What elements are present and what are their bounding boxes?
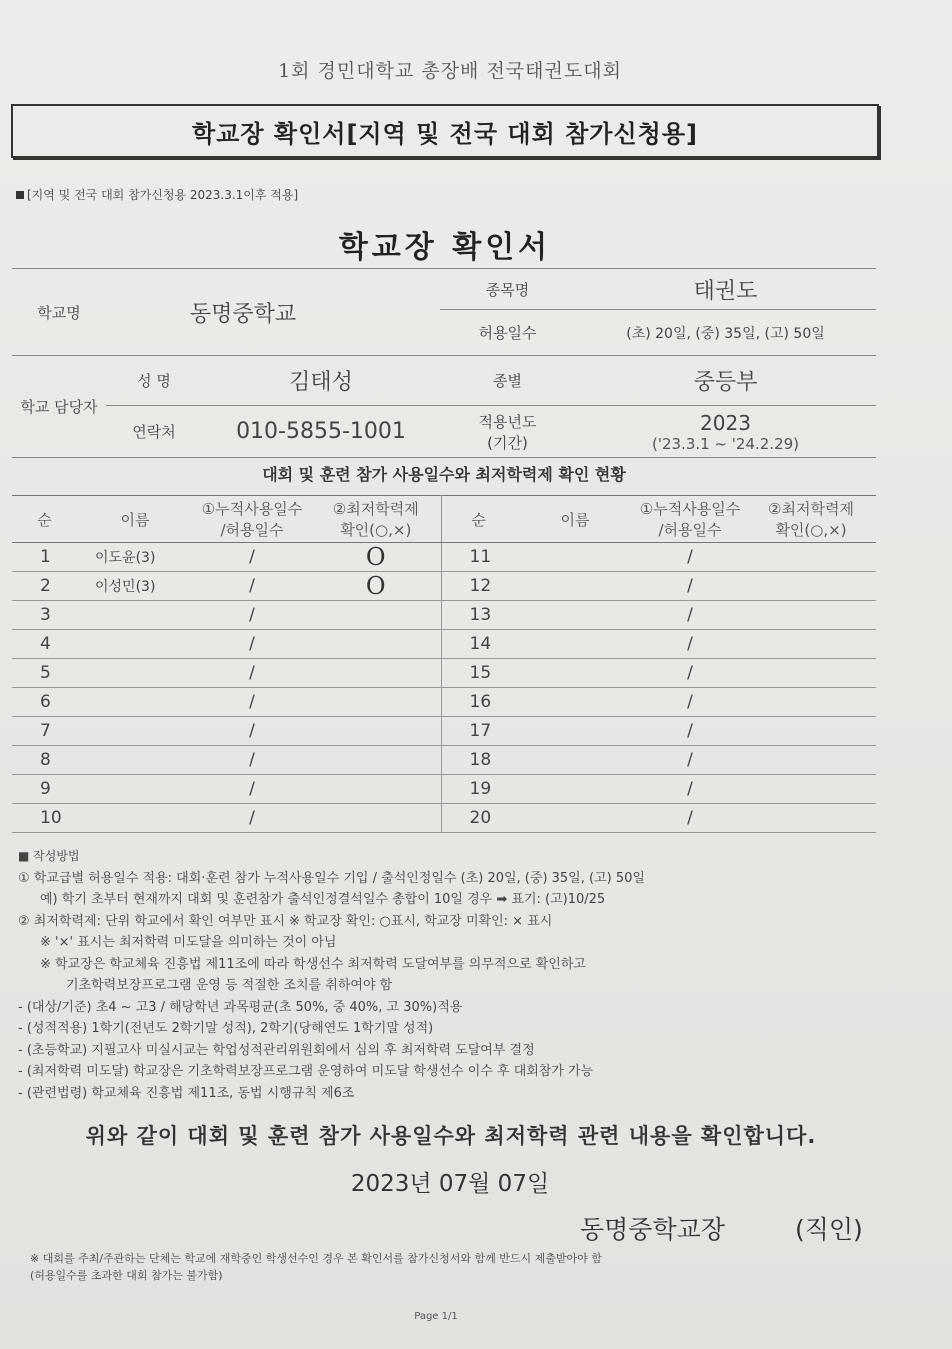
- row-no: 2: [12, 572, 77, 601]
- row-name: [77, 630, 193, 659]
- row-days: /: [193, 659, 311, 688]
- row-no-right: 15: [441, 659, 516, 688]
- row-check-right: [746, 630, 876, 659]
- row-check-right: [746, 746, 876, 775]
- row-name-right: [516, 572, 634, 601]
- table-row: [12, 746, 876, 775]
- header-check-line2-right: 확인(○,×): [775, 521, 847, 539]
- row-check-right: [746, 572, 876, 601]
- row-check-right: [746, 804, 876, 833]
- row-name-right: [516, 688, 634, 717]
- instruction-2: ② 최저학력제: 단위 학교에서 확인 여부만 표시 ※ 학교장 확인: ○표시, 학교장 미확인: × 표시: [18, 913, 553, 929]
- header-no: 순: [12, 496, 77, 543]
- school-value: 동명중학교: [106, 269, 440, 356]
- year-value: 2023: [700, 410, 751, 435]
- row-days: /: [193, 688, 311, 717]
- row-name-right: [516, 659, 634, 688]
- row-days-right: /: [634, 543, 746, 572]
- square-bullet-icon: [16, 191, 24, 199]
- instruction-2-note-b-cont: 기초학력보장프로그램 운영 등 적절한 조치를 취하여야 함: [66, 978, 393, 993]
- school-info-table: [12, 268, 876, 458]
- row-no-right: 19: [441, 775, 516, 804]
- row-no: 3: [12, 601, 77, 630]
- confirmation-statement: 위와 같이 대회 및 훈련 참가 사용일수와 최저학력 관련 내용을 확인합니다.: [85, 1124, 817, 1148]
- row-name-right: [516, 630, 634, 659]
- row-days: /: [193, 630, 311, 659]
- row-no: 4: [12, 630, 77, 659]
- row-no-right: 17: [441, 717, 516, 746]
- header-name: 이름: [77, 496, 193, 543]
- row-name: [77, 717, 193, 746]
- row-days-right: /: [634, 688, 746, 717]
- row-days: /: [193, 775, 311, 804]
- row-no-right: 20: [441, 804, 516, 833]
- detail-grades: - (성적적용) 1학기(전년도 2학기말 성적), 2학기(당해연도 1학기말 성적): [18, 1021, 434, 1036]
- detail-laws: - (관련법령) 학교체육 진흥법 제11조, 동법 시행규칙 제6조: [18, 1085, 355, 1101]
- table-row: [12, 717, 876, 746]
- row-days: /: [193, 717, 311, 746]
- header-days: [193, 496, 311, 543]
- row-name: [77, 804, 193, 833]
- row-days-right: /: [634, 572, 746, 601]
- row-check: [311, 717, 441, 746]
- row-check: O: [311, 543, 441, 572]
- instruction-1: ① 학교급별 허용일수 적용: 대회·훈련 참가 누적사용일수 기입 / 출석인정일수 (초) 20일, (중) 35일, (고) 50일: [18, 870, 645, 886]
- row-check: [311, 601, 441, 630]
- allowed-days-value: (초) 20일, (중) 35일, (고) 50일: [575, 310, 876, 356]
- row-days-right: /: [634, 804, 746, 833]
- row-name: [77, 775, 193, 804]
- table-title: 대회 및 훈련 참가 사용일수와 최저학력제 확인 현황: [262, 465, 626, 484]
- table-row: [12, 572, 876, 601]
- header-days-line1-right: ①누적사용일수: [639, 500, 741, 518]
- row-no: 7: [12, 717, 77, 746]
- header-days-line2-right: /허용일수: [658, 521, 722, 539]
- table-row: [12, 775, 876, 804]
- table-row: [12, 804, 876, 833]
- year-label: 적용년도: [478, 412, 537, 431]
- header-check: [311, 496, 441, 543]
- row-check: [311, 746, 441, 775]
- name-label: 성 명: [106, 356, 202, 406]
- row-name-right: [516, 601, 634, 630]
- instructions-heading: ■ 작성방법: [18, 849, 80, 863]
- row-no: 10: [12, 804, 77, 833]
- row-days: /: [193, 804, 311, 833]
- table-row: [12, 601, 876, 630]
- apply-note-text: [지역 및 전국 대회 참가신청용 2023.3.1이후 적용]: [27, 188, 299, 202]
- name-value: 김태성: [202, 356, 440, 406]
- row-days: /: [193, 543, 311, 572]
- row-check-right: [746, 659, 876, 688]
- header-check-right: [746, 496, 876, 543]
- row-days-right: /: [634, 717, 746, 746]
- year-cell: [575, 406, 876, 458]
- row-check: [311, 804, 441, 833]
- row-days-right: /: [634, 659, 746, 688]
- row-no: 1: [12, 543, 77, 572]
- row-name-right: [516, 717, 634, 746]
- detail-elementary: - (초등학교) 지필고사 미실시교는 학업성적관리위원회에서 심의 후 최저학력 도달여부 결정: [18, 1042, 535, 1058]
- instructions: [18, 846, 878, 1104]
- row-check: [311, 688, 441, 717]
- table-header-row: [12, 496, 876, 543]
- row-check: [311, 630, 441, 659]
- header-name-right: 이름: [516, 496, 634, 543]
- header-no-right: 순: [441, 496, 516, 543]
- row-check: [311, 659, 441, 688]
- table-row: [12, 543, 876, 572]
- allowed-days-label: 허용일수: [440, 310, 575, 356]
- header-check-line2: 확인(○,×): [340, 521, 412, 539]
- school-label: 학교명: [12, 269, 106, 356]
- instruction-2-note-a: ※ '×' 표시는 최저학력 미도달을 의미하는 것이 아님: [40, 935, 337, 950]
- header-days-right: [634, 496, 746, 543]
- instruction-1-example: 예) 학기 초부터 현재까지 대회 및 훈련참가 출석인정결석일수 총합이 10일 경우 ➡ 표기: (고)10/25: [40, 892, 606, 907]
- row-name: [77, 746, 193, 775]
- row-days: /: [193, 601, 311, 630]
- instruction-2-note-b: ※ 학교장은 학교체육 진흥법 제11조에 따라 학생선수 최저학력 도달여부를 의무적으로 확인하고: [40, 956, 586, 972]
- contact-label: 연락처: [106, 406, 202, 458]
- row-name-right: [516, 775, 634, 804]
- row-name: [77, 601, 193, 630]
- header-check-line1: ②최저학력제: [332, 500, 419, 518]
- detail-target: - (대상/기준) 초4 ~ 고3 / 해당학년 과목평균(초 50%, 중 40%, 고 30%)적용: [18, 999, 463, 1015]
- header-days-line1: ①누적사용일수: [201, 500, 303, 518]
- row-no-right: 13: [441, 601, 516, 630]
- row-name-right: [516, 543, 634, 572]
- sport-label: 종목명: [440, 269, 575, 310]
- header-days-line2: /허용일수: [220, 521, 284, 539]
- sport-value: 태권도: [575, 269, 876, 310]
- row-check-right: [746, 775, 876, 804]
- main-title: 학교장 확인서: [338, 230, 552, 265]
- row-no-right: 16: [441, 688, 516, 717]
- row-no: 6: [12, 688, 77, 717]
- footnote: [30, 1250, 880, 1284]
- year-label-cell: [440, 406, 575, 458]
- row-days: /: [193, 746, 311, 775]
- document-title: 학교장 확인서[지역 및 전국 대회 참가신청용]: [191, 119, 699, 148]
- year-sub-label: (기간): [487, 433, 528, 452]
- row-check-right: [746, 688, 876, 717]
- detail-below-minimum: - (최저학력 미도달) 학교장은 기초학력보장프로그램 운영하여 미도달 학생선수 이수 후 대회참가 가능: [18, 1064, 594, 1079]
- row-check: O: [311, 572, 441, 601]
- table-row: [12, 659, 876, 688]
- row-days: /: [193, 572, 311, 601]
- row-name: [77, 688, 193, 717]
- row-name-right: [516, 804, 634, 833]
- apply-note: [16, 186, 298, 203]
- footnote-line-1: ※ 대회를 주최/주관하는 단체는 학교에 재학중인 학생선수인 경우 본 확인서를 참가신청서와 함께 반드시 제출받아야 함: [30, 1252, 602, 1265]
- year-period: ('23.3.1 ~ '24.2.29): [651, 434, 800, 453]
- page-number: Page 1/1: [414, 1311, 458, 1322]
- official-seal-label: (직인): [795, 1215, 863, 1244]
- row-check-right: [746, 543, 876, 572]
- row-days-right: /: [634, 775, 746, 804]
- row-name-right: [516, 746, 634, 775]
- signer-name: 동명중학교장: [580, 1215, 725, 1244]
- row-name: 이도윤(3): [77, 543, 193, 572]
- table-row: [12, 688, 876, 717]
- footnote-line-2: (허용일수를 초과한 대회 참가는 불가함): [30, 1269, 223, 1282]
- row-days-right: /: [634, 630, 746, 659]
- manager-label: 학교 담당자: [12, 356, 106, 458]
- row-no: 8: [12, 746, 77, 775]
- row-check-right: [746, 717, 876, 746]
- row-no-right: 14: [441, 630, 516, 659]
- division-value: 중등부: [575, 356, 876, 406]
- athlete-table: [12, 495, 876, 833]
- row-check: [311, 775, 441, 804]
- division-label: 종별: [440, 356, 575, 406]
- row-no: 5: [12, 659, 77, 688]
- row-check-right: [746, 601, 876, 630]
- row-name: 이성민(3): [77, 572, 193, 601]
- table-row: [12, 630, 876, 659]
- row-no-right: 18: [441, 746, 516, 775]
- row-days-right: /: [634, 746, 746, 775]
- row-days-right: /: [634, 601, 746, 630]
- row-name: [77, 659, 193, 688]
- row-no-right: 11: [441, 543, 516, 572]
- issue-date: 2023년 07월 07일: [350, 1171, 550, 1197]
- event-title: 1회 경민대학교 총장배 전국태권도대회: [278, 60, 622, 82]
- contact-value: 010-5855-1001: [202, 406, 440, 458]
- document-title-box: [11, 104, 879, 158]
- row-no-right: 12: [441, 572, 516, 601]
- row-no: 9: [12, 775, 77, 804]
- header-check-line1-right: ②최저학력제: [768, 500, 854, 518]
